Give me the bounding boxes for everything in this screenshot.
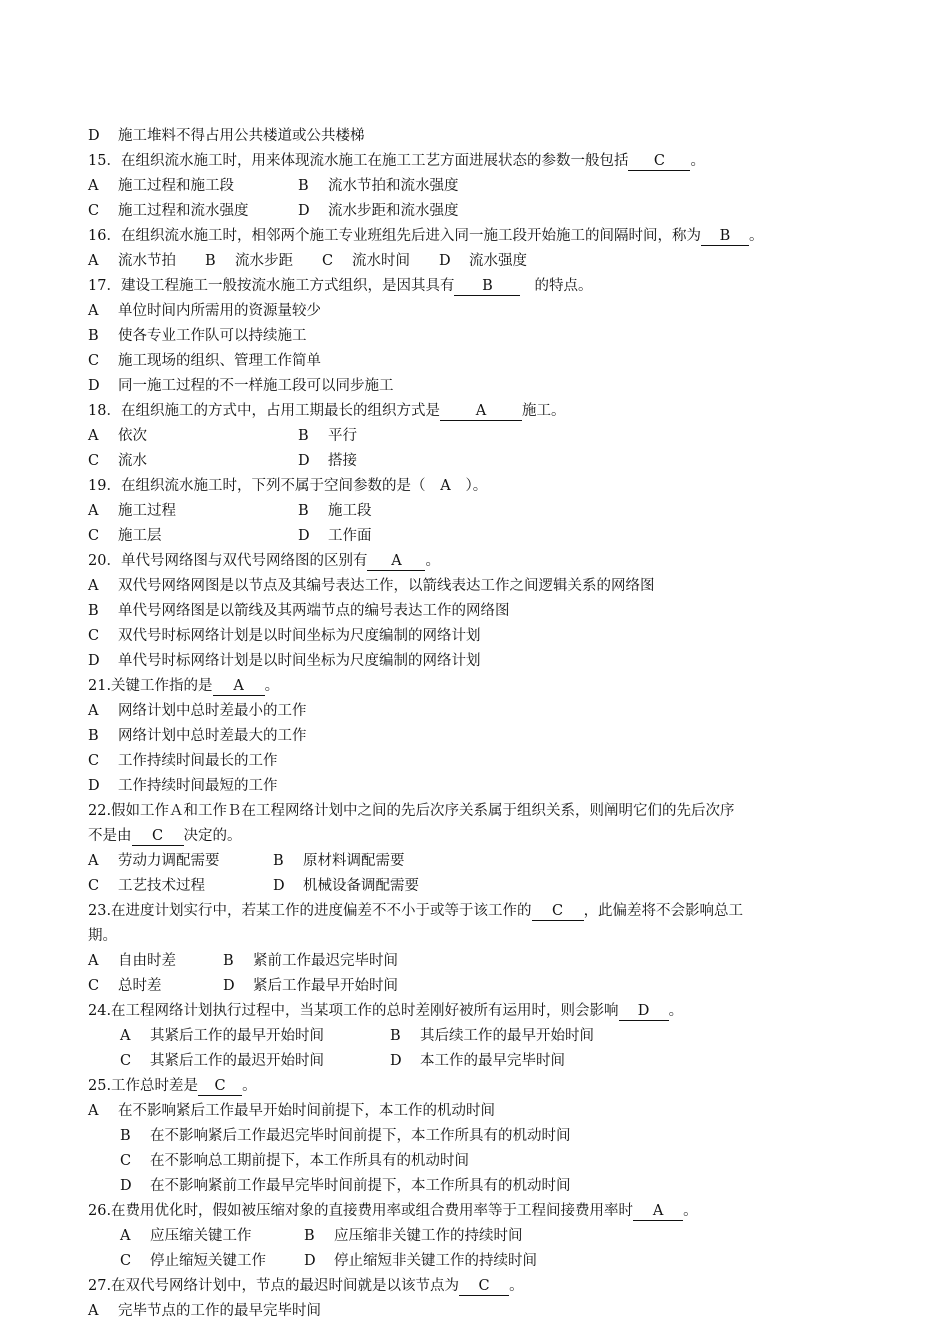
q27-option-a: A 完毕节点的工作的最早完毕时间 bbox=[88, 1303, 321, 1319]
q17-option-d: D 同一施工过程的不一样施工段可以同步施工 bbox=[88, 378, 394, 394]
q25-option-a: A 在不影响紧后工作最早开始时间前提下，本工作的机动时间 bbox=[88, 1103, 495, 1119]
q23-options-ab: A 自由时差 B 紧前工作最迟完毕时间 bbox=[88, 953, 398, 969]
q17-option-b: B 使各专业工作队可以持续施工 bbox=[88, 328, 307, 344]
question-21: 21.关键工作指的是 A 。 bbox=[88, 678, 280, 694]
q21-option-c: C 工作持续时间最长的工作 bbox=[88, 753, 278, 769]
q19-options-ab: A 施工过程 B 施工段 bbox=[88, 503, 372, 519]
q25-option-c: C 在不影响总工期前提下，本工作所具有的机动时间 bbox=[120, 1153, 469, 1169]
q22-options-cd: C 工艺技术过程 D 机械设备调配需要 bbox=[88, 878, 419, 894]
question-27: 27.在双代号网络计划中，节点的最迟时间就是以该节点为 C 。 bbox=[88, 1278, 524, 1294]
q24-options-cd: C 其紧后工作的最迟开始时间 D 本工作的最早完毕时间 bbox=[120, 1053, 565, 1069]
question-24: 24.在工程网络计划执行过程中，当某项工作的总时差刚好被所有运用时，则会影响 D 。 bbox=[88, 1003, 684, 1019]
question-22: 22.假如工作Ａ和工作Ｂ在工程网络计划中之间的先后次序关系属于组织关系，则阐明它们的先后次序 bbox=[88, 803, 735, 819]
answer-blank: C bbox=[532, 903, 584, 921]
answer-blank: D bbox=[619, 1003, 669, 1021]
answer-blank: C bbox=[132, 828, 184, 846]
q21-option-d: D 工作持续时间最短的工作 bbox=[88, 778, 278, 794]
question-26: 26.在费用优化时，假如被压缩对象的直接费用率或组合费用率等于工程间接费用率时 A 。 bbox=[88, 1203, 698, 1219]
answer-blank: B bbox=[701, 228, 749, 246]
q20-option-d: D 单代号时标网络计划是以时间坐标为尺度编制的网络计划 bbox=[88, 653, 481, 669]
answer-blank: B bbox=[454, 278, 520, 296]
q17-option-a: A 单位时间内所需用的资源量较少 bbox=[88, 303, 321, 319]
q21-option-a: A 网络计划中总时差最小的工作 bbox=[88, 703, 307, 719]
answer-blank: A bbox=[440, 403, 522, 421]
q14-option-d: D 施工堆料不得占用公共楼道或公共楼梯 bbox=[88, 128, 365, 144]
q24-options-ab: A 其紧后工作的最早开始时间 B 其后续工作的最早开始时间 bbox=[120, 1028, 594, 1044]
q15-options-ab: A 施工过程和施工段 B 流水节拍和流水强度 bbox=[88, 178, 459, 194]
q20-option-b: B 单代号网络图是以箭线及其两端节点的编号表达工作的网络图 bbox=[88, 603, 510, 619]
answer: A bbox=[440, 478, 451, 494]
question-16: 16．在组织流水施工时，相邻两个施工专业班组先后进入同一施工段开始施工的间隔时间，称为 B 。 bbox=[88, 228, 764, 244]
q18-options-ab: A 依次 B 平行 bbox=[88, 428, 357, 444]
question-23-cont: 期。 bbox=[88, 928, 117, 944]
q18-options-cd: C 流水 D 搭接 bbox=[88, 453, 357, 469]
question-18: 18．在组织施工的方式中，占用工期最长的组织方式是 A 施工。 bbox=[88, 403, 566, 419]
answer-blank: C bbox=[198, 1078, 242, 1096]
q19-options-cd: C 施工层 D 工作面 bbox=[88, 528, 372, 544]
answer-blank: A bbox=[367, 553, 425, 571]
q25-option-b: B 在不影响紧后工作最迟完毕时间前提下，本工作所具有的机动时间 bbox=[120, 1128, 571, 1144]
q21-option-b: B 网络计划中总时差最大的工作 bbox=[88, 728, 307, 744]
question-22-cont: 不是由 C 决定的。 bbox=[88, 828, 242, 844]
answer-blank: C bbox=[459, 1278, 509, 1296]
question-15: 15．在组织流水施工时，用来体现流水施工在施工工艺方面进展状态的参数一般包括 C 。 bbox=[88, 153, 705, 169]
q25-option-d: D 在不影响紧前工作最早完毕时间前提下，本工作所具有的机动时间 bbox=[120, 1178, 571, 1194]
question-17: 17．建设工程施工一般按流水施工方式组织，是因其具有 B 的特点。 bbox=[88, 278, 593, 294]
q20-option-a: A 双代号网络网图是以节点及其编号表达工作，以箭线表达工作之间逻辑关系的网络图 bbox=[88, 578, 655, 594]
answer-blank: A bbox=[213, 678, 265, 696]
answer-blank: C bbox=[628, 153, 690, 171]
q26-options-cd: C 停止缩短关键工作 D 停止缩短非关键工作的持续时间 bbox=[120, 1253, 537, 1269]
q23-options-cd: C 总时差 D 紧后工作最早开始时间 bbox=[88, 978, 398, 994]
q22-options-ab: A 劳动力调配需要 B 原材料调配需要 bbox=[88, 853, 405, 869]
question-20: 20．单代号网络图与双代号网络图的区别有 A 。 bbox=[88, 553, 440, 569]
question-25: 25.工作总时差是 C 。 bbox=[88, 1078, 257, 1094]
question-23: 23.在进度计划实行中，若某工作的进度偏差不不小于或等于该工作的 C ，此偏差将不会影响总工 bbox=[88, 903, 744, 919]
q16-options: A 流水节拍 B 流水步距 C 流水时间 D 流水强度 bbox=[88, 253, 527, 269]
q17-option-c: C 施工现场的组织、管理工作简单 bbox=[88, 353, 321, 369]
q20-option-c: C 双代号时标网络计划是以时间坐标为尺度编制的网络计划 bbox=[88, 628, 481, 644]
q15-options-cd: C 施工过程和流水强度 D 流水步距和流水强度 bbox=[88, 203, 459, 219]
answer-blank: A bbox=[633, 1203, 683, 1221]
q26-options-ab: A 应压缩关键工作 B 应压缩非关键工作的持续时间 bbox=[120, 1228, 523, 1244]
question-19: 19．在组织流水施工时，下列不属于空间参数的是（ A ）。 bbox=[88, 478, 488, 494]
